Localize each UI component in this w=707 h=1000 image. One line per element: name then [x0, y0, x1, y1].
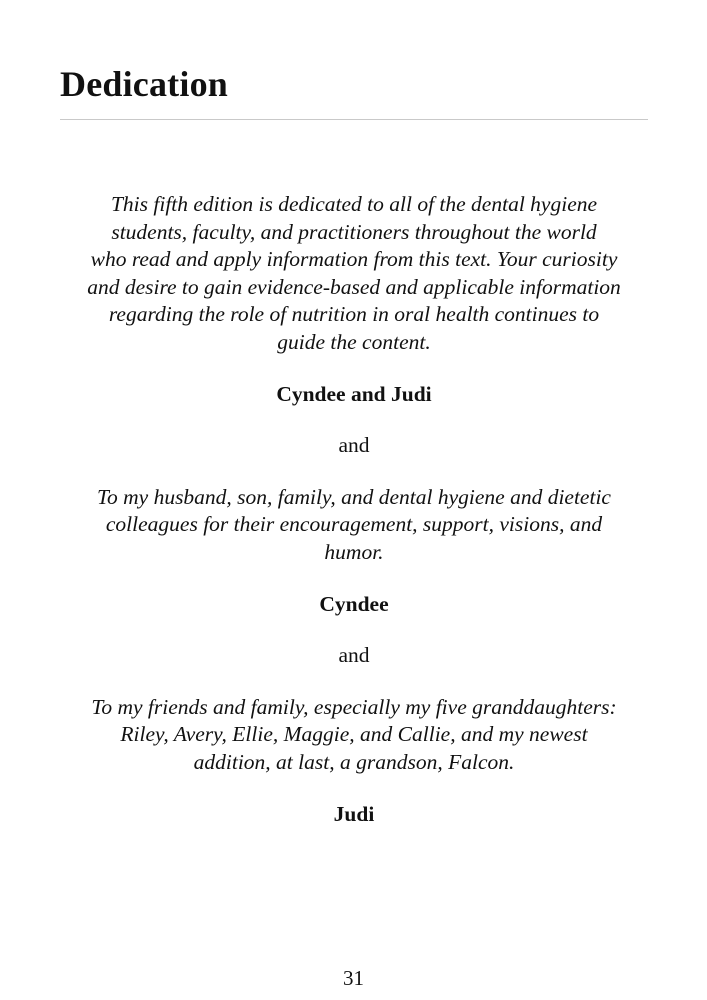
dedication-paragraph: [58, 191, 650, 357]
dedication-signature: Cyndee and Judi: [276, 381, 432, 406]
paragraph-line: guide the content.: [277, 329, 431, 354]
title-divider: [60, 119, 648, 120]
dedication-signature: Cyndee: [319, 591, 389, 616]
separator-and: and: [338, 643, 370, 668]
paragraph-line: Riley, Avery, Ellie, Maggie, and Callie, and my newest: [120, 722, 588, 747]
page-title: Dedication: [60, 64, 228, 104]
paragraph-line: To my husband, son, family, and dental hygiene and dietetic: [97, 484, 611, 509]
paragraph-line: regarding the role of nutrition in oral health continues to: [108, 302, 600, 327]
dedication-paragraph: [58, 694, 650, 777]
page-number: 31: [343, 966, 364, 990]
paragraph-line: and desire to gain evidence-based and applicable information: [87, 274, 621, 299]
paragraph-line: colleagues for their encouragement, support, visions, and: [105, 512, 603, 537]
paragraph-line: addition, at last, a grandson, Falcon.: [193, 749, 515, 774]
dedication-paragraph: [58, 484, 650, 567]
paragraph-line: To my friends and family, especially my five granddaughters:: [91, 694, 617, 719]
dedication-body: [58, 191, 650, 828]
dedication-signature: Judi: [333, 801, 375, 826]
separator-and: and: [338, 433, 370, 458]
paragraph-line: who read and apply information from this text. Your curiosity: [90, 247, 618, 272]
paragraph-line: humor.: [324, 539, 384, 564]
paragraph-line: students, faculty, and practitioners throughout the world: [111, 219, 597, 244]
paragraph-line: This fifth edition is dedicated to all of the dental hygiene: [110, 192, 598, 216]
